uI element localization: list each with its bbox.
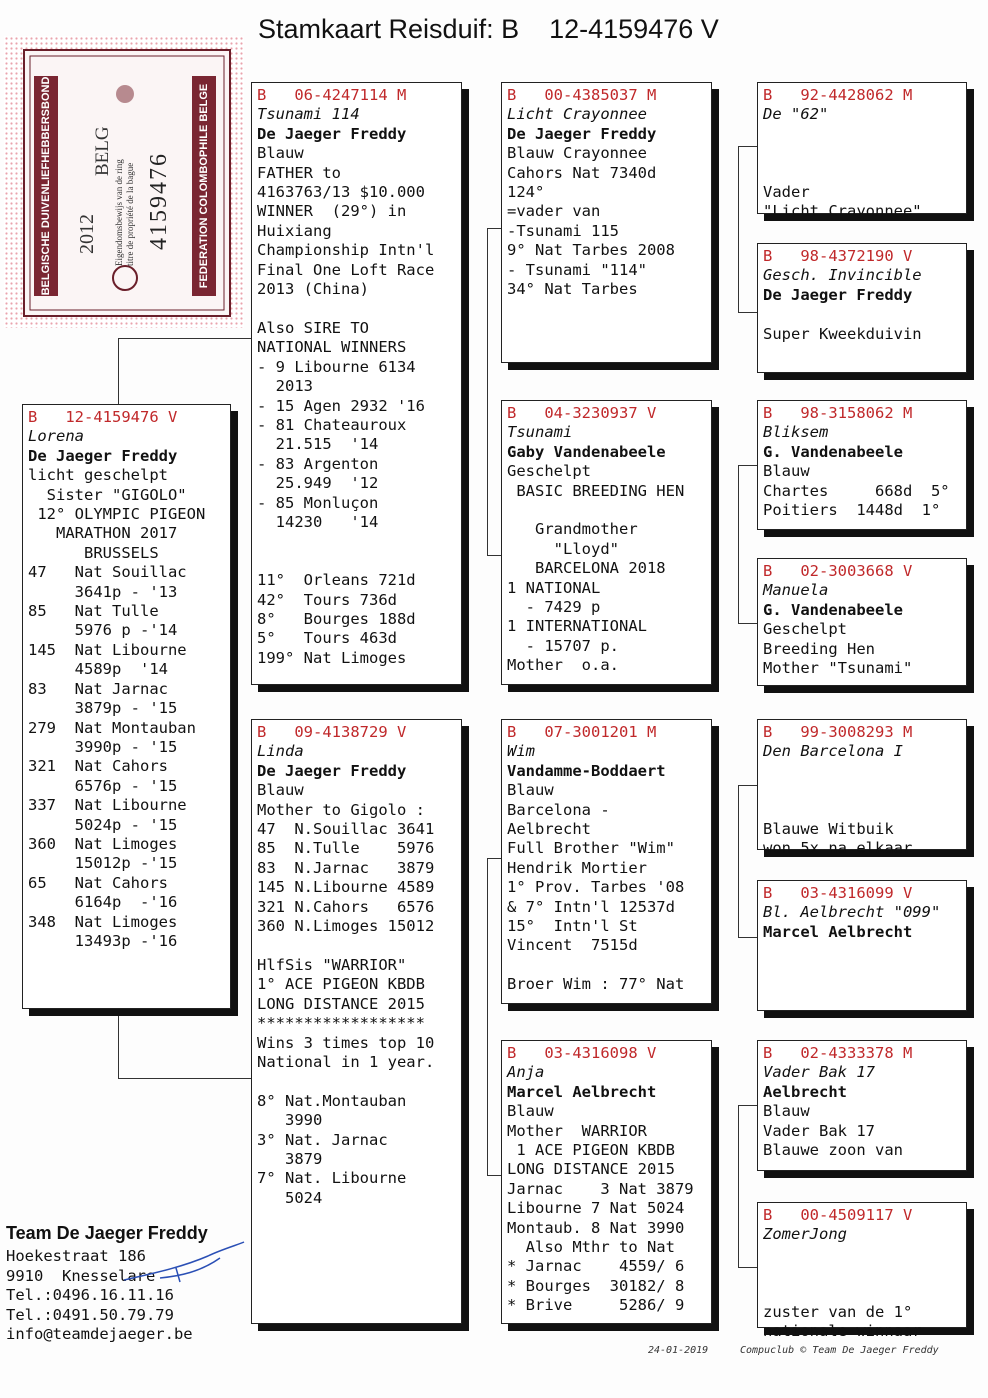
detail-line: Geschelpt [507,462,591,481]
detail-line: Vincent 7515d [507,936,638,955]
owner-name: De Jaeger Freddy [257,761,407,780]
detail-line: 1° Prov. Tarbes '08 [507,878,685,897]
detail-line: 42° Tours 736d [257,590,397,609]
detail-line [507,956,706,975]
detail-line: - 85 Monluçon [257,493,379,512]
detail-line: * Brive 5286/ 9 [507,1296,685,1315]
detail-line: 124° [507,183,545,202]
detail-line: 8° Nat.Montauban [257,1091,407,1110]
ggp-mf-mother-card [757,880,967,1011]
ring-number: B 00-4385037 M [507,86,657,104]
detail-line: - 15707 p. [507,636,619,655]
owner-name: G. Vandenabeele [763,600,903,619]
detail-line: 4163763/13 $10.000 [257,183,425,202]
detail-line: 321 N.Cahors 6576 [257,897,435,916]
detail-line: 11° Orleans 721d [257,571,416,590]
detail-line: 8° Bourges 188d [257,609,416,628]
detail-line: 5024p - '15 [28,815,178,834]
detail-line: HlfSis "WARRIOR" [257,955,407,974]
detail-line: 13493p -'16 [28,931,178,950]
pigeon-name: Bliksem [763,423,829,442]
detail-line: Blauwe zoon van [763,1141,903,1160]
connector-g1-vertical [738,146,739,312]
owner-name: De Jaeger Freddy [28,446,178,465]
ring-number: B 98-3158062 M [763,404,913,422]
detail-line: 321 Nat Cahors [28,757,168,776]
pigeon-name: Bl. Aelbrecht "099" [763,903,941,922]
owner-name [763,762,961,781]
detail-line: Blauw [257,144,304,163]
detail-line: 15012p -'15 [28,854,178,873]
detail-line: 34° Nat Tarbes [507,280,638,299]
connector-dam-vertical [487,858,488,1175]
connector-main-bottom [118,1078,251,1079]
detail-line: 85 N.Tulle 5976 [257,839,435,858]
detail-line: ****************** [257,1014,425,1033]
detail-line: 2013 [257,377,313,396]
paternal-grandfather-card [501,82,712,363]
detail-line: Championship Intn'l [257,241,435,260]
pigeon-name: Linda [257,742,304,761]
detail-line: BASIC BREEDING HEN [507,481,685,500]
detail-line: Blauw [763,462,810,481]
footer-date: 24-01-2019 [648,1345,709,1356]
connector-g2-vertical [738,465,739,623]
detail-line: - 83 Argenton [257,454,379,473]
detail-line: 85 Nat Tulle [28,602,159,621]
detail-line: Vader Bak 17 [763,1121,875,1140]
detail-line: 15° Intn'l St [507,917,638,936]
ring-number: 4159476 [146,152,172,250]
detail-line: 5976 p -'14 [28,621,178,640]
owner-name: Aelbrecht [763,1082,847,1101]
pigeon-name: ZomerJong [763,1225,847,1244]
ring-number: B 00-4509117 V [763,1206,913,1224]
connector-dam-top [487,858,501,859]
detail-line: LONG DISTANCE 2015 [257,994,425,1013]
pigeon-name: Anja [507,1063,545,1082]
pigeon-name: Wim [507,742,535,761]
detail-line: BRUSSELS [28,543,159,562]
owner-name: De Jaeger Freddy [763,285,913,304]
detail-line: Final One Loft Race [257,260,435,279]
detail-line: 47 Nat Souillac [28,563,187,582]
detail-line: 6576p - '15 [28,776,178,795]
detail-line: & 7° Intn'l 12537d [507,897,675,916]
detail-line: nationale winnaar [763,1322,922,1341]
pigeon-name: Tsunami [507,423,573,442]
owner-name [763,1245,961,1264]
detail-line: Blauw [763,1102,810,1121]
detail-line: Blauw Crayonnee [507,144,647,163]
connector-g4-top [738,1105,758,1106]
detail-line: WINNER (29°) in [257,202,407,221]
pigeon-name: Tsunami 114 [257,105,360,124]
detail-line: * Bourges 30182/ 8 [507,1276,685,1295]
detail-line: -Tsunami 115 [507,221,619,240]
owner-name: Gaby Vandenabeele [507,442,666,461]
ggp-mm-father-card [757,1040,967,1171]
maternal-grandmother-card [501,1040,712,1324]
pigeon-name: Licht Crayonnee [507,105,647,124]
ggp-mf-father-card [757,719,967,858]
detail-line [257,552,456,571]
connector-g2-bottom [738,623,758,624]
detail-line: Full Brother "Wim" [507,839,675,858]
pigeon-card [22,404,231,1009]
connector-g2-top [738,465,758,466]
ggp-fm-father-card [757,400,967,530]
ggp-ff-father-card [757,82,967,221]
ring-number: B 04-3230937 V [507,404,657,422]
detail-line: Wins 3 times top 10 [257,1033,435,1052]
detail-line: Aelbrecht [507,820,591,839]
detail-line: Jarnac 3 Nat 3879 [507,1179,694,1198]
detail-line [763,144,961,163]
detail-line: - 15 Agen 2932 '16 [257,396,425,415]
detail-line: Broer Wim : 77° Nat [507,975,685,994]
detail-line: 1° ACE PIGEON KBDB [257,975,425,994]
detail-line: Super Kweekduivin [763,324,922,343]
connector-g4-vertical [738,1105,739,1267]
detail-line: Cahors Nat 7340d [507,163,657,182]
detail-line: =vader van [507,202,601,221]
detail-line: Vader [763,183,810,202]
detail-line: 25.949 '12 [257,474,379,493]
father-card [251,82,462,685]
detail-line: 348 Nat Limoges [28,912,178,931]
connector-dam-bottom [487,1175,501,1176]
detail-line: Grandmother [507,520,638,539]
detail-line: * Jarnac 4559/ 6 [507,1257,685,1276]
detail-line: NATIONAL WINNERS [257,338,407,357]
detail-line: Mother to Gigolo : [257,800,425,819]
detail-line: 47 N.Souillac 3641 [257,820,435,839]
team-tel1: Tel.:0496.16.11.16 [6,1286,174,1305]
owner-name: De Jaeger Freddy [257,124,407,143]
ring-year: 2012 [76,214,98,254]
detail-line: 279 Nat Montauban [28,718,196,737]
detail-line: 1 NATIONAL [507,578,601,597]
detail-line [763,781,961,800]
owner-name: Marcel Aelbrecht [763,922,913,941]
detail-line: 83 N.Jarnac 3879 [257,858,435,877]
detail-line: Mother "Tsunami" [763,659,913,678]
ring-number: B 99-3008293 M [763,723,913,741]
owner-name: Marcel Aelbrecht [507,1082,657,1101]
detail-line: 199° Nat Limoges [257,648,407,667]
emblem-icon [116,85,134,103]
detail-line: Mother WARRIOR [507,1121,647,1140]
ggp-mm-mother-card [757,1202,967,1341]
right-band-text: FEDERATION COLOMBOPHILE BELGE [198,83,210,289]
ring-number: B 03-4316098 V [507,1044,657,1062]
detail-line: 83 Nat Jarnac [28,679,168,698]
detail-line: 5024 [257,1188,323,1207]
detail-line: - Tsunami "114" [507,260,647,279]
ring-certificate [4,36,244,328]
left-band-text: BELGISCHE DUIVENLIEFHEBBERSBOND [40,76,52,296]
detail-line: zuster van de 1° [763,1303,913,1322]
connector-sire-bottom [487,555,501,556]
maternal-grandfather-card [501,719,712,1004]
detail-line: 5° Tours 463d [257,629,397,648]
detail-line: - 81 Chateauroux [257,415,407,434]
ring-number: B 92-4428062 M [763,86,913,104]
connector-g3-bottom [738,937,758,938]
detail-line: 1 ACE PIGEON KBDB [507,1141,675,1160]
detail-line: 1 INTERNATIONAL [507,617,647,636]
detail-line: Sister "GIGOLO" [28,485,187,504]
ring-sub2: titre de propriété de la bague [125,162,135,266]
connector-main-top [118,338,251,339]
detail-line: Breeding Hen [763,639,875,658]
detail-line [257,936,456,955]
ggp-ff-mother-card [757,243,967,373]
connector-g3-top [738,785,758,786]
detail-line: 3990 [257,1111,323,1130]
detail-line: 3990p - '15 [28,737,178,756]
detail-line: Libourne 7 Nat 5024 [507,1199,685,1218]
ring-number: B 06-4247114 M [257,86,407,104]
page-title: Stamkaart Reisduif: B 12-4159476 V [258,14,719,44]
owner-name: De Jaeger Freddy [507,124,657,143]
ring-number: B 02-3003668 V [763,562,913,580]
team-address: Hoekestraat 186 [6,1247,146,1266]
detail-line: "Lloyd" [507,539,619,558]
detail-line: - 9 Libourne 6134 [257,357,416,376]
pigeon-name: De "62" [763,105,829,124]
detail-line: 3641p - '13 [28,582,178,601]
detail-line: Also Mthr to Nat [507,1238,675,1257]
detail-line [257,1072,456,1091]
detail-line [763,1284,961,1303]
pigeon-name: Den Barcelona I [763,742,903,761]
ring-number: B 09-4138729 V [257,723,407,741]
detail-line: Montaub. 8 Nat 3990 [507,1218,685,1237]
pigeon-name: Vader Bak 17 [763,1063,875,1082]
ring-number: B 98-4372190 V [763,247,913,265]
detail-line: Hendrik Mortier [507,858,647,877]
detail-line: 12° OLYMPIC PIGEON [28,505,206,524]
team-email[interactable]: info@teamdejaeger.be [6,1325,193,1344]
detail-line: 145 Nat Libourne [28,640,187,659]
detail-line: Barcelona - [507,800,610,819]
owner-name: Vandamme-Boddaert [507,761,666,780]
mother-card [251,719,462,1324]
team-tel2: Tel.:0491.50.79.79 [6,1305,174,1324]
detail-line: LONG DISTANCE 2015 [507,1160,675,1179]
detail-line: 360 N.Limoges 15012 [257,917,435,936]
owner-name: G. Vandenabeele [763,442,903,461]
detail-line: 360 Nat Limoges [28,834,178,853]
ring-number: B 03-4316099 V [763,884,913,902]
detail-line: Chartes 668d 5° [763,481,950,500]
detail-line: Blauw [257,781,304,800]
ring-number: B 02-4333378 M [763,1044,913,1062]
detail-line [763,1264,961,1283]
detail-line: licht geschelpt [28,466,168,485]
connector-g1-top [738,146,758,147]
ring-sub1: Eigendomsbewijs van de ring [114,159,124,266]
detail-line: Also SIRE TO [257,318,369,337]
connector-g4-bottom [738,1267,758,1268]
detail-line: 2013 (China) [257,280,369,299]
detail-line: 14230 '14 [257,512,379,531]
ggp-fm-mother-card [757,558,967,686]
detail-line: Mother o.a. [507,656,619,675]
detail-line: 65 Nat Cahors [28,873,168,892]
connector-sire-top [487,228,501,229]
detail-line [763,801,961,820]
detail-line [763,164,961,183]
detail-line: National in 1 year. [257,1052,435,1071]
owner-name [763,125,961,144]
detail-line [763,305,961,324]
ring-number: B 07-3001201 M [507,723,657,741]
team-city: 9910 Knesselare [6,1266,156,1285]
detail-line: 145 N.Libourne 4589 [257,878,435,897]
detail-line: Blauw [507,1102,554,1121]
detail-line [257,299,456,318]
connector-sire-vertical [487,228,488,555]
detail-line [507,501,706,520]
signature-icon [120,1238,250,1288]
detail-line: won 5x na elkaar [763,839,913,858]
footer-copyright: Compuclub © Team De Jaeger Freddy [740,1345,939,1356]
detail-line: 7° Nat. Libourne [257,1169,407,1188]
detail-line: 3879 [257,1149,323,1168]
ring-number: B 12-4159476 V [28,408,178,426]
detail-line: FATHER to [257,163,341,182]
detail-line: 3879p - '15 [28,699,178,718]
detail-line: 3° Nat. Jarnac [257,1130,388,1149]
detail-line: Geschelpt [763,620,847,639]
detail-line: 337 Nat Libourne [28,796,187,815]
detail-line: "Licht Crayonnee" [763,202,922,221]
detail-line: Blauw [507,781,554,800]
detail-line: 4589p '14 [28,660,168,679]
detail-line: 6164p -'16 [28,893,178,912]
paternal-grandmother-card [501,400,712,685]
detail-line: 9° Nat Tarbes 2008 [507,241,675,260]
pigeon-name: Manuela [763,581,829,600]
detail-line: Poitiers 1448d 1° [763,501,941,520]
connector-g3-vertical [738,785,739,937]
detail-line: Huixiang [257,221,332,240]
detail-line: MARATHON 2017 [28,524,178,543]
pigeon-name: Lorena [28,427,84,446]
detail-line [257,532,456,551]
detail-line: Blauwe Witbuik [763,820,894,839]
connector-g1-bottom [738,312,758,313]
detail-line: BARCELONA 2018 [507,559,666,578]
team-name: Team De Jaeger Freddy [6,1223,208,1243]
detail-line: 21.515 '14 [257,435,379,454]
detail-line: - 7429 p [507,598,601,617]
ring-country: BELG [92,126,113,176]
pigeon-name: Gesch. Invincible [763,266,922,285]
